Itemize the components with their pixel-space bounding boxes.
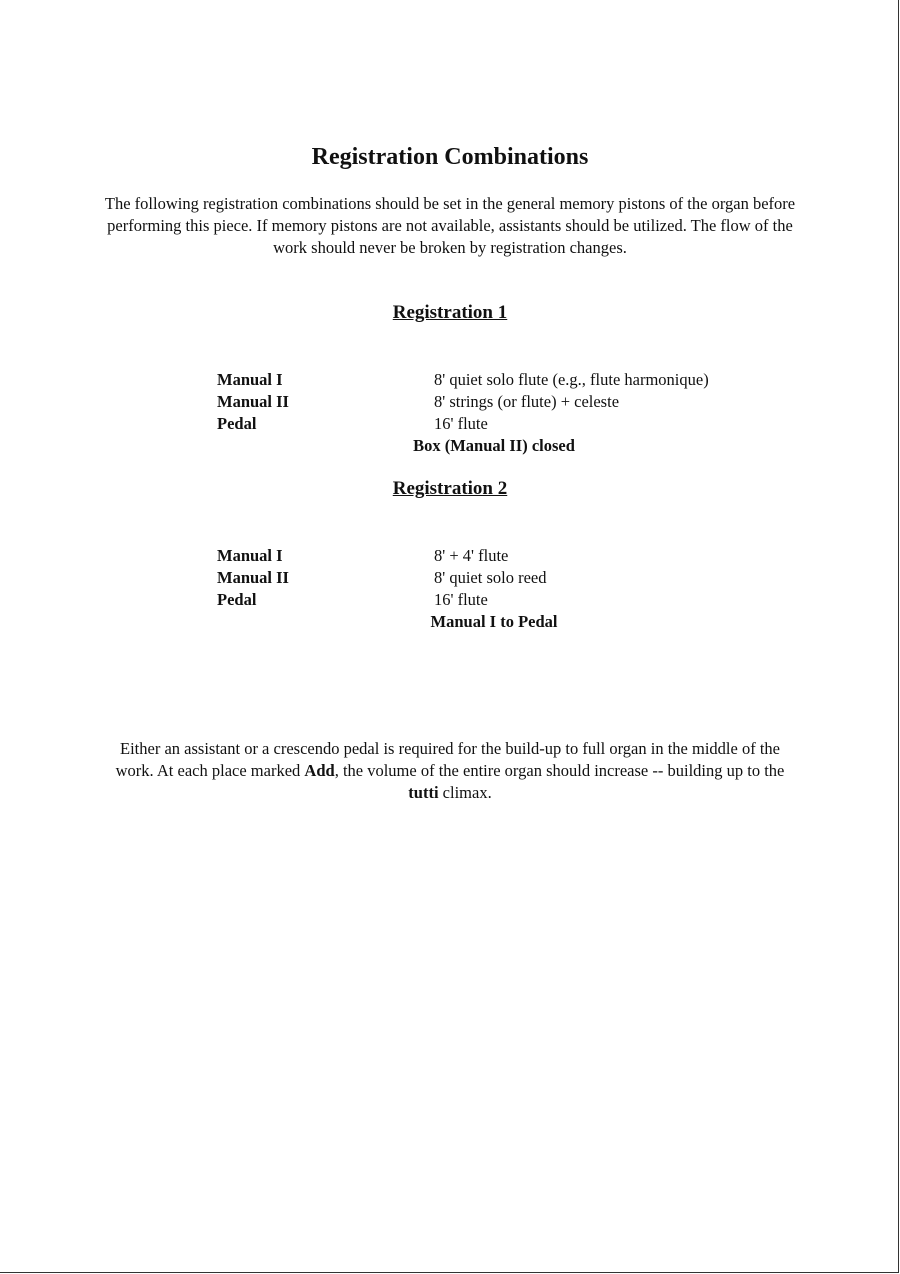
registration-2-note: Manual I to Pedal	[430, 612, 558, 631]
reg-row	[217, 391, 777, 413]
reg-row	[217, 369, 777, 391]
reg-value: 8' quiet solo reed	[434, 568, 547, 587]
page-title: Registration Combinations	[311, 144, 589, 170]
registration-1-note: Box (Manual II) closed	[413, 436, 575, 455]
reg-value: 8' + 4' flute	[434, 546, 509, 565]
reg-row	[217, 545, 777, 567]
intro-paragraph: The following registration combinations should be set in the general memory pistons of the organ before performing this piece. If memory pistons are not available, assistants should be utilized. The flow of the work should never be broken by registration changes.	[104, 194, 796, 257]
reg-label: Pedal	[217, 414, 257, 433]
reg-label: Manual I	[217, 370, 283, 389]
reg-value: 8' quiet solo flute (e.g., flute harmonique)	[434, 370, 709, 389]
registration-1-heading: Registration 1	[392, 302, 508, 323]
closing-text-3: climax.	[438, 783, 492, 802]
closing-text-2: , the volume of the entire organ should increase -- building up to the	[334, 761, 785, 780]
registration-2-table	[217, 545, 777, 633]
reg-label: Manual II	[217, 568, 289, 587]
reg-value: 16' flute	[434, 414, 488, 433]
reg-label: Pedal	[217, 590, 257, 609]
reg-value: 16' flute	[434, 590, 488, 609]
closing-paragraph	[100, 738, 800, 804]
registration-1-table	[217, 369, 777, 457]
reg-row	[217, 567, 777, 589]
reg-label: Manual I	[217, 546, 283, 565]
reg-row	[217, 413, 777, 435]
registration-2-heading: Registration 2	[392, 478, 508, 499]
reg-row	[217, 589, 777, 611]
add-keyword: Add	[304, 761, 335, 780]
closing-text-1: Either an assistant or a crescendo pedal is required for the build-up to full organ in the middle of the work. At each place marked	[115, 739, 780, 780]
reg-label: Manual II	[217, 392, 289, 411]
reg-value: 8' strings (or flute) + celeste	[434, 392, 620, 411]
tutti-keyword: tutti	[408, 783, 439, 802]
